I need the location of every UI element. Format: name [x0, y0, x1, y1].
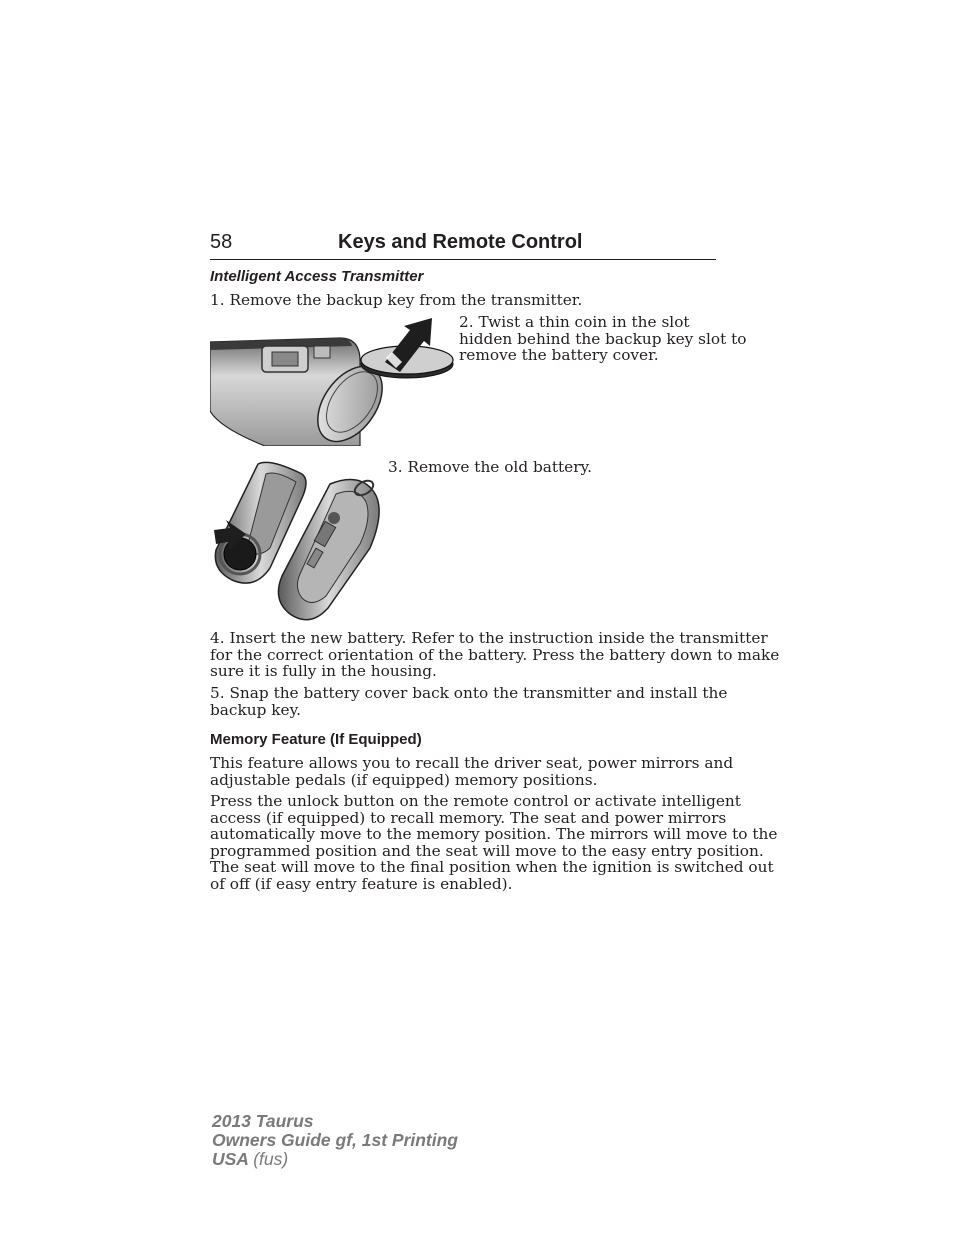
step-4: 4. Insert the new battery. Refer to the instruction inside the transmitter for the correct orientation of the battery. Press the battery down to make sure it is fully in the housing.	[210, 629, 780, 681]
page-header	[210, 230, 716, 260]
step-3: 3. Remove the old battery.	[388, 458, 593, 476]
remove-battery-icon	[210, 458, 386, 624]
footer-region: USA (fus)	[212, 1149, 289, 1169]
page-number: 58	[210, 231, 233, 253]
section-heading-transmitter: Intelligent Access Transmitter	[210, 268, 424, 285]
footer-model: 2013 Taurus	[212, 1111, 314, 1131]
page-footer	[212, 1112, 458, 1169]
section-heading-memory: Memory Feature (If Equipped)	[210, 731, 422, 748]
chapter-title: Keys and Remote Control	[338, 231, 583, 253]
step-2: 2. Twist a thin coin in the slot hidden behind the backup key slot to remove the battery cover.	[459, 313, 747, 365]
memory-paragraph-2: Press the unlock button on the remote control or activate intelligent access (if equipped) to recall memory. The seat and power mirrors automatically move to the memory position. The mirrors will move to the programmed position and the seat will move to the easy entry position. The seat will move to the final position when the ignition is switched out of off (if easy entry feature is enabled).	[210, 792, 778, 893]
step-1: 1. Remove the backup key from the transmitter.	[210, 291, 583, 309]
footer-guide: Owners Guide gf, 1st Printing	[212, 1130, 458, 1150]
step-5: 5. Snap the battery cover back onto the transmitter and install the backup key.	[210, 684, 728, 719]
memory-paragraph-1: This feature allows you to recall the driver seat, power mirrors and adjustable pedals (if equipped) memory positions.	[210, 754, 734, 789]
coin-twist-battery-cover-icon	[210, 316, 456, 446]
